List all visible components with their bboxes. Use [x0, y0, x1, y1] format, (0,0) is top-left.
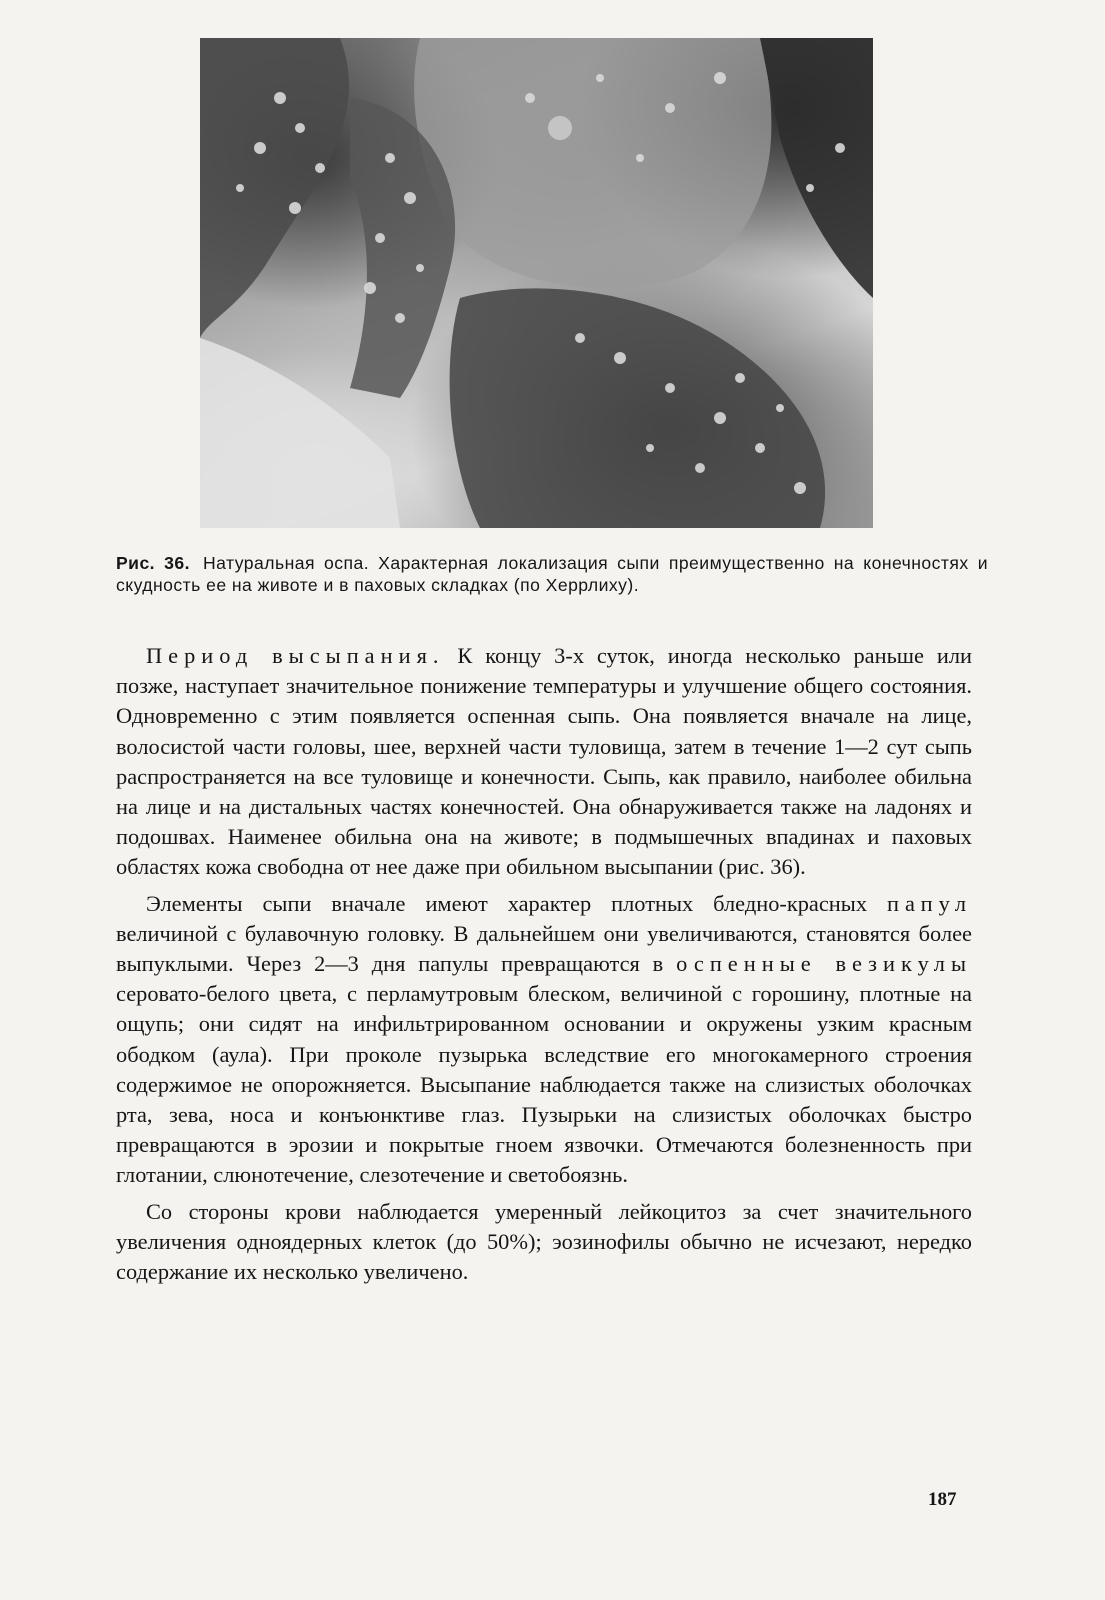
paragraph-text: величиной с булавочную головку. В дальнейшем они увеличиваются, становятся более выпуклыми. Через 2—3 дня папулы превращаются в [116, 920, 972, 977]
photo-shape-right-arm [760, 38, 873, 298]
photo-shape-thigh-right [450, 288, 826, 528]
paragraph [116, 1197, 972, 1288]
section-term: Период высыпания. [146, 643, 445, 668]
paragraph [116, 641, 972, 883]
figure-photo [200, 38, 873, 528]
figure-caption [116, 552, 988, 596]
photo-illustration [200, 38, 873, 528]
emphasized-term: папул [887, 890, 972, 916]
figure-caption-text: Натуральная оспа. Характерная локализация сыпи преимущественно на конечностях и скудность ее на животе и в паховых складках (по Херрлиху). [116, 553, 989, 595]
figure-label: Рис. 36. [116, 553, 190, 573]
page-number: 187 [928, 1489, 957, 1510]
paragraph-text: Со стороны крови наблюдается умеренный лейкоцитоз за счет значительного увеличения одноядерных клеток (до 50%); эозинофилы обычно не исчезают, нередко содержание их несколько увеличено. [116, 1198, 972, 1285]
paragraph-text: серовато-белого цвета, с перламутровым блеском, величиной с горошину, плотные на ощупь; они сидят на инфильтрированном основании и окружены узким красным ободком (аула). При проколе пузырька вследствие его многокамерного строения содержимое не опорожняется. Высыпание наблюдается также на слизистых оболочках рта, зева, носа и конъюнктиве глаз. Пузырьки на слизистых оболочках быстро превращаются в эрозии и покрытые гноем язвочки. Отмечаются болезненность при глотании, слюнотечение, слезотечение и светобоязнь. [116, 981, 972, 1188]
paragraph-text: К концу 3-х суток, иногда несколько раньше или позже, наступает значительное понижение температуры и улучшение общего состояния. Одновременно с этим появляется оспенная сыпь. Она появляется вначале на лице, волосистой части головы, шее, верхней части туловища, затем в течение 1—2 сут сыпь распространяется на все туловище и конечности. Сыпь, как правило, наиболее обильна на лице и на дистальных частях конечностей. Она обнаруживается также на ладонях и подошвах. Наименее обильна она на животе; в подмышечных впадинах и паховых областях кожа свободна от нее даже при обильном высыпании (рис. 36). [116, 643, 972, 880]
emphasized-term: оспенные везикулы [676, 951, 972, 977]
paragraph-text: Элементы сыпи вначале имеют характер плотных бледно-красных [146, 890, 868, 916]
body-text [116, 641, 972, 1293]
paragraph [116, 889, 972, 1191]
photo-shape-left-arm [200, 38, 349, 338]
